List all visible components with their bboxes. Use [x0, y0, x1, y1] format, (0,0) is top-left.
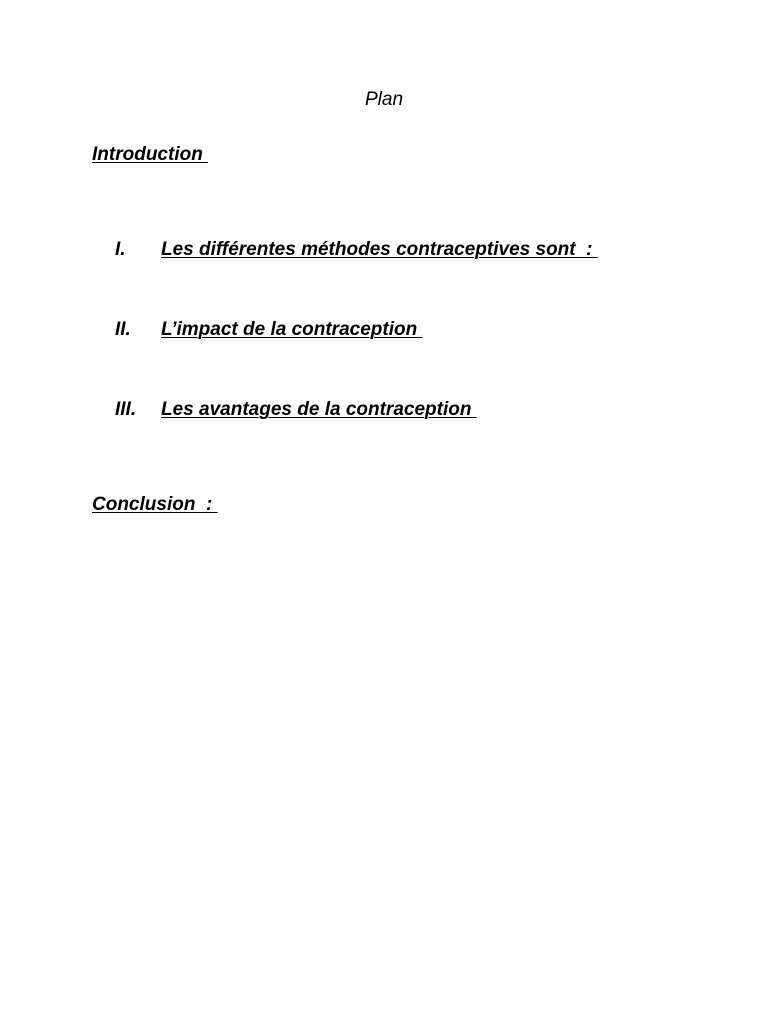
page-title: Plan: [364, 89, 404, 110]
section-number: II.: [115, 319, 131, 340]
section-item-1: [115, 238, 598, 262]
introduction-heading: Introduction: [92, 144, 209, 165]
section-item-3: [115, 398, 477, 422]
section-number: I.: [115, 239, 126, 260]
section-label: Les avantages de la contraception: [161, 399, 477, 420]
section-label: Les différentes méthodes contraceptives sont :: [161, 239, 598, 260]
conclusion-heading: Conclusion :: [92, 494, 218, 515]
section-label: L’impact de la contraception: [161, 319, 423, 340]
section-item-2: [115, 318, 422, 342]
section-number: III.: [115, 399, 137, 420]
